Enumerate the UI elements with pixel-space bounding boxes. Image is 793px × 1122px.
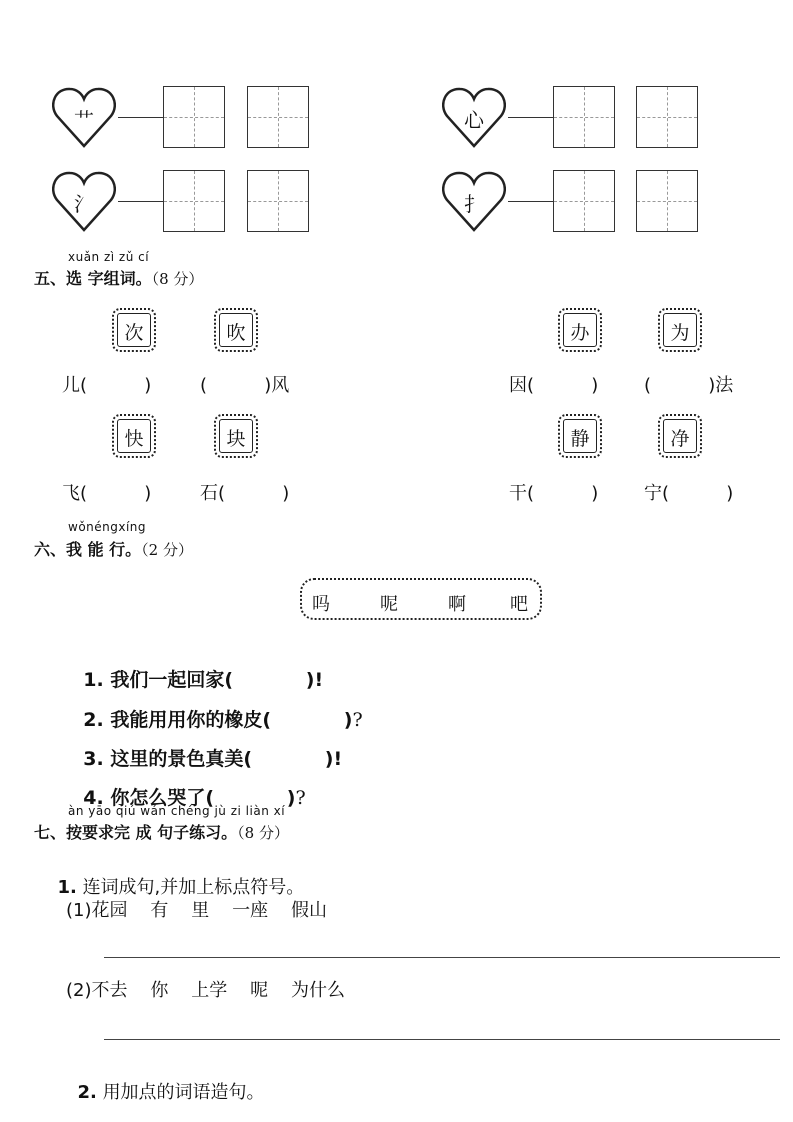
option-box <box>658 414 702 458</box>
task-2 <box>66 1057 265 1104</box>
heart-radical: 心 <box>464 108 484 132</box>
sentence-end-mark: ! <box>333 748 343 770</box>
bank-word: 吧 <box>510 594 528 615</box>
fill-blank[interactable]: 宁( ) <box>644 483 734 504</box>
option-box <box>214 308 258 352</box>
task-text: 用加点的词语造句。 <box>102 1082 265 1103</box>
option-box <box>112 308 156 352</box>
bank-word: 吗 <box>312 594 330 615</box>
section6-heading <box>34 537 193 560</box>
option-box <box>658 308 702 352</box>
sentence-end-mark: ? <box>352 709 363 731</box>
bank-word: 呢 <box>380 594 398 615</box>
task-number: 2. <box>77 1082 97 1103</box>
word-bank <box>300 578 542 620</box>
option-box <box>112 414 156 458</box>
task-text: 连词成句,并加上标点符号。 <box>82 877 305 898</box>
tian-grid-box[interactable] <box>163 86 225 148</box>
option-box <box>214 414 258 458</box>
section5-score: （8 分） <box>151 270 204 288</box>
fill-blank[interactable]: 儿( ) <box>62 375 152 396</box>
fill-blank[interactable]: ( )风 <box>200 375 290 396</box>
option-char: 次 <box>124 322 144 344</box>
fill-blank[interactable]: 石( ) <box>200 483 290 504</box>
tian-grid-box[interactable] <box>247 86 309 148</box>
sentence-number: 1. <box>83 669 104 691</box>
heart-radical: 扌 <box>464 192 484 216</box>
heart-radical: 艹 <box>74 108 94 132</box>
heart-radical: 氵 <box>74 192 94 216</box>
fill-blank[interactable]: 干( ) <box>509 483 599 504</box>
sentence-end-mark: ! <box>314 669 324 691</box>
section7-pinyin: àn yāo qiú wán chéng jù zi liàn xí <box>68 804 286 818</box>
option-char: 净 <box>670 428 690 450</box>
option-box <box>558 308 602 352</box>
fill-blank[interactable]: 因( ) <box>509 375 599 396</box>
section7-title: 七、按要求完 成 句子练习。 <box>34 823 238 842</box>
sentence-number: 4. <box>83 787 104 809</box>
task-number: 1. <box>57 877 77 898</box>
connector-line <box>118 117 163 118</box>
connector-line <box>508 201 553 202</box>
tian-grid-box[interactable] <box>553 170 615 232</box>
sentence-end-mark: ? <box>295 787 306 809</box>
tian-grid-box[interactable] <box>636 170 698 232</box>
answer-line[interactable] <box>104 1039 780 1040</box>
section5-pinyin: xuǎn zì zǔ cí <box>68 250 150 264</box>
heart-shape <box>442 86 506 148</box>
heart-shape <box>52 170 116 232</box>
connector-line <box>118 201 163 202</box>
option-char: 快 <box>124 428 144 450</box>
section7-heading <box>34 820 289 843</box>
section7-score: （8 分） <box>237 824 289 842</box>
option-box <box>558 414 602 458</box>
task-item: (1)花园 有 里 一座 假山 <box>66 900 328 921</box>
task-1 <box>46 852 304 899</box>
sentence-text: 我能用用你的橡皮( ) <box>110 709 353 731</box>
sentence-text: 我们一起回家( ) <box>110 669 315 691</box>
fill-blank[interactable]: ( )法 <box>644 375 734 396</box>
option-char: 办 <box>570 322 590 344</box>
connector-line <box>508 117 553 118</box>
option-char: 为 <box>670 322 690 344</box>
section6-score: （2 分） <box>141 541 193 559</box>
fill-blank[interactable]: 飞( ) <box>62 483 152 504</box>
tian-grid-box[interactable] <box>636 86 698 148</box>
sentence-number: 2. <box>83 709 104 731</box>
section5-heading <box>34 266 203 289</box>
heart-shape <box>52 86 116 148</box>
sentence-number: 3. <box>83 748 104 770</box>
option-char: 静 <box>570 428 590 450</box>
section6-title: 六、我 能 行。 <box>34 540 142 559</box>
tian-grid-box[interactable] <box>553 86 615 148</box>
sentence-text: 这里的景色真美( ) <box>110 748 334 770</box>
heart-shape <box>442 170 506 232</box>
section5-title: 五、选 字组词。 <box>34 269 152 288</box>
tian-grid-box[interactable] <box>247 170 309 232</box>
answer-line[interactable] <box>104 957 780 958</box>
tian-grid-box[interactable] <box>163 170 225 232</box>
sentence-item[interactable] <box>70 761 306 810</box>
section6-pinyin: wǒnéngxíng <box>68 520 147 534</box>
option-char: 吹 <box>226 322 246 344</box>
bank-word: 啊 <box>448 594 466 615</box>
option-char: 块 <box>226 428 246 450</box>
sentence-text: 你怎么哭了( ) <box>110 787 296 809</box>
task-item: (2)不去 你 上学 呢 为什么 <box>66 980 346 1001</box>
